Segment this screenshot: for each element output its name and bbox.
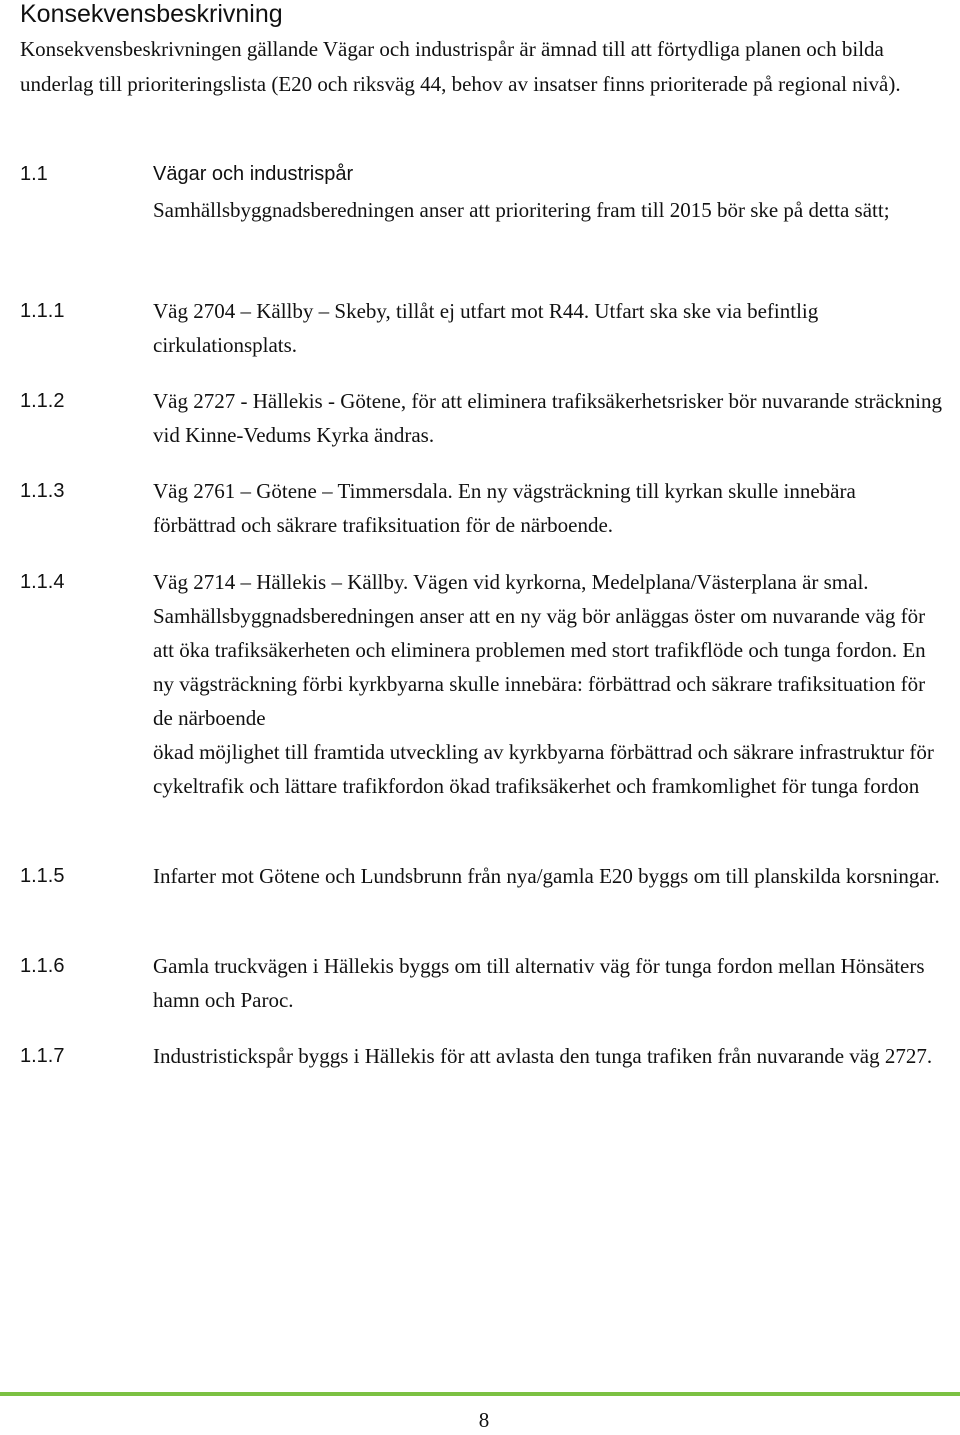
section-number: 1.1 [20, 163, 48, 185]
item-text-7: Industristickspår byggs i Hällekis för att avlasta den tunga trafiken från nuvarande väg 2727. [153, 1044, 933, 1068]
item-number-1: 1.1.1 [20, 300, 65, 322]
section-text: Samhällsbyggnadsberedningen anser att prioritering fram till 2015 bör ske på detta sätt; [153, 198, 890, 222]
item-number-4: 1.1.4 [20, 571, 65, 593]
item-text-1: Väg 2704 – Källby – Skeby, tillåt ej utfart mot R44. Utfart ska ske via befintlig cirkulationsplats. [153, 299, 819, 357]
item-number-7: 1.1.7 [20, 1045, 65, 1067]
page-number: 8 [478, 1408, 490, 1432]
item-text-3: Väg 2761 – Götene – Timmersdala. En ny vägsträckning till kyrkan skulle innebära förbättrad och säkrare trafiksituation för de närboende. [153, 479, 856, 537]
item-number-2: 1.1.2 [20, 390, 65, 412]
item-number-3: 1.1.3 [20, 480, 65, 502]
item-text-5: Infarter mot Götene och Lundsbrunn från nya/gamla E20 byggs om till planskilda korsningar. [153, 864, 940, 888]
item-text-2: Väg 2727 - Hällekis - Götene, för att eliminera trafiksäkerhetsrisker bör nuvarande sträckning vid Kinne-Vedums Kyrka ändras. [153, 389, 942, 447]
item-text-6: Gamla truckvägen i Hällekis byggs om till alternativ väg för tunga fordon mellan Hönsäters hamn och Paroc. [153, 954, 925, 1012]
intro-paragraph: Konsekvensbeskrivningen gällande Vägar och industrispår är ämnad till att förtydliga planen och bilda underlag till prioriteringslista (E20 och riksväg 44, behov av insatser finns prioriterade på regional nivå). [20, 37, 901, 96]
item-number-5: 1.1.5 [20, 865, 65, 887]
item-number-6: 1.1.6 [20, 955, 65, 977]
footer-rule [0, 1392, 960, 1396]
page-title: Konsekvensbeskrivning [20, 0, 283, 28]
item-text-4: Väg 2714 – Hällekis – Källby. Vägen vid kyrkorna, Medelplana/Västerplana är smal. Samhällsbyggnadsberedningen anser att en ny väg bör anläggas öster om nuvarande väg för att öka trafiksäkerheten och eliminera problemen med stort trafikflöde och tunga fordon. En ny vägsträckning förbi kyrkbyarna skulle innebära: förbättrad och säkrare trafiksituation för de närboende [153, 570, 926, 730]
section-title: Vägar och industrispår [153, 163, 354, 185]
item-text-4-continued: ökad möjlighet till framtida utveckling av kyrkbyarna förbättrad och säkrare infrastruktur för cykeltrafik och lättare trafikfordon ökad trafiksäkerhet och framkomlighet för tunga fordon [153, 740, 934, 798]
